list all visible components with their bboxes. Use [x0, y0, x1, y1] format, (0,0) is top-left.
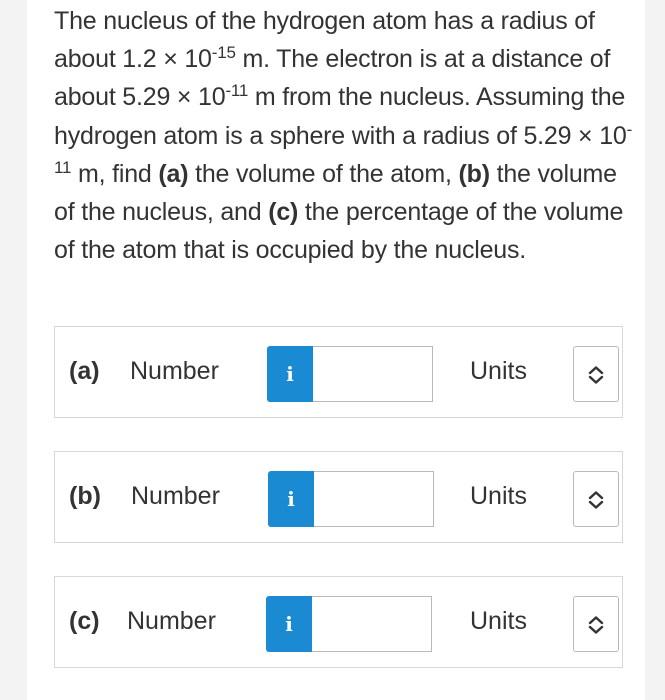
left-margin — [0, 0, 27, 700]
part-c-text: the percentage of the volume of the atom that is occupied by the nucleus. — [54, 198, 624, 265]
part-a-marker: (a) — [158, 159, 189, 188]
exponent-2: -11 — [225, 81, 249, 101]
number-input[interactable] — [314, 471, 434, 527]
question-segment-3: m from the nucleus. Assuming the hydrogen atom is a sphere with a radius of 5.29 × 10 — [54, 83, 627, 150]
number-label: Number — [130, 357, 219, 385]
info-icon[interactable]: i — [268, 471, 314, 527]
right-margin — [645, 0, 665, 700]
part-c-marker: (c) — [268, 198, 299, 227]
units-select[interactable] — [573, 596, 619, 652]
number-input[interactable] — [312, 596, 432, 652]
units-select[interactable] — [573, 346, 619, 402]
part-a-text: the volume of the atom, — [188, 159, 459, 188]
number-label: Number — [131, 482, 220, 510]
exponent-1: -15 — [211, 43, 236, 63]
number-label: Number — [127, 607, 216, 635]
chevron-up-down-icon — [588, 491, 604, 509]
units-label: Units — [470, 357, 527, 385]
question-text — [54, 2, 634, 269]
exponent-3: -11 — [54, 119, 633, 177]
question-segment-4: m, find — [71, 159, 159, 188]
units-select[interactable] — [573, 471, 619, 527]
chevron-up-down-icon — [588, 616, 604, 634]
part-b-marker: (b) — [458, 159, 490, 188]
units-label: Units — [470, 482, 527, 510]
question-intro: The nucleus of the hydrogen atom has a radius of about 1.2 × 10 — [54, 7, 595, 74]
answer-row-b — [54, 451, 623, 543]
info-icon[interactable]: i — [266, 596, 312, 652]
part-label: (b) — [69, 482, 101, 510]
chevron-up-down-icon — [588, 366, 604, 384]
part-b-text: the volume of the nucleus, and — [54, 159, 617, 227]
answer-row-a — [54, 326, 623, 418]
units-label: Units — [470, 607, 527, 635]
info-icon[interactable]: i — [267, 346, 313, 402]
part-label: (c) — [69, 607, 100, 635]
answer-row-c — [54, 576, 623, 668]
number-input[interactable] — [313, 346, 433, 402]
question-segment-2: m. The electron is at a distance of about 5.29 × 10 — [54, 45, 611, 112]
part-label: (a) — [69, 357, 100, 385]
